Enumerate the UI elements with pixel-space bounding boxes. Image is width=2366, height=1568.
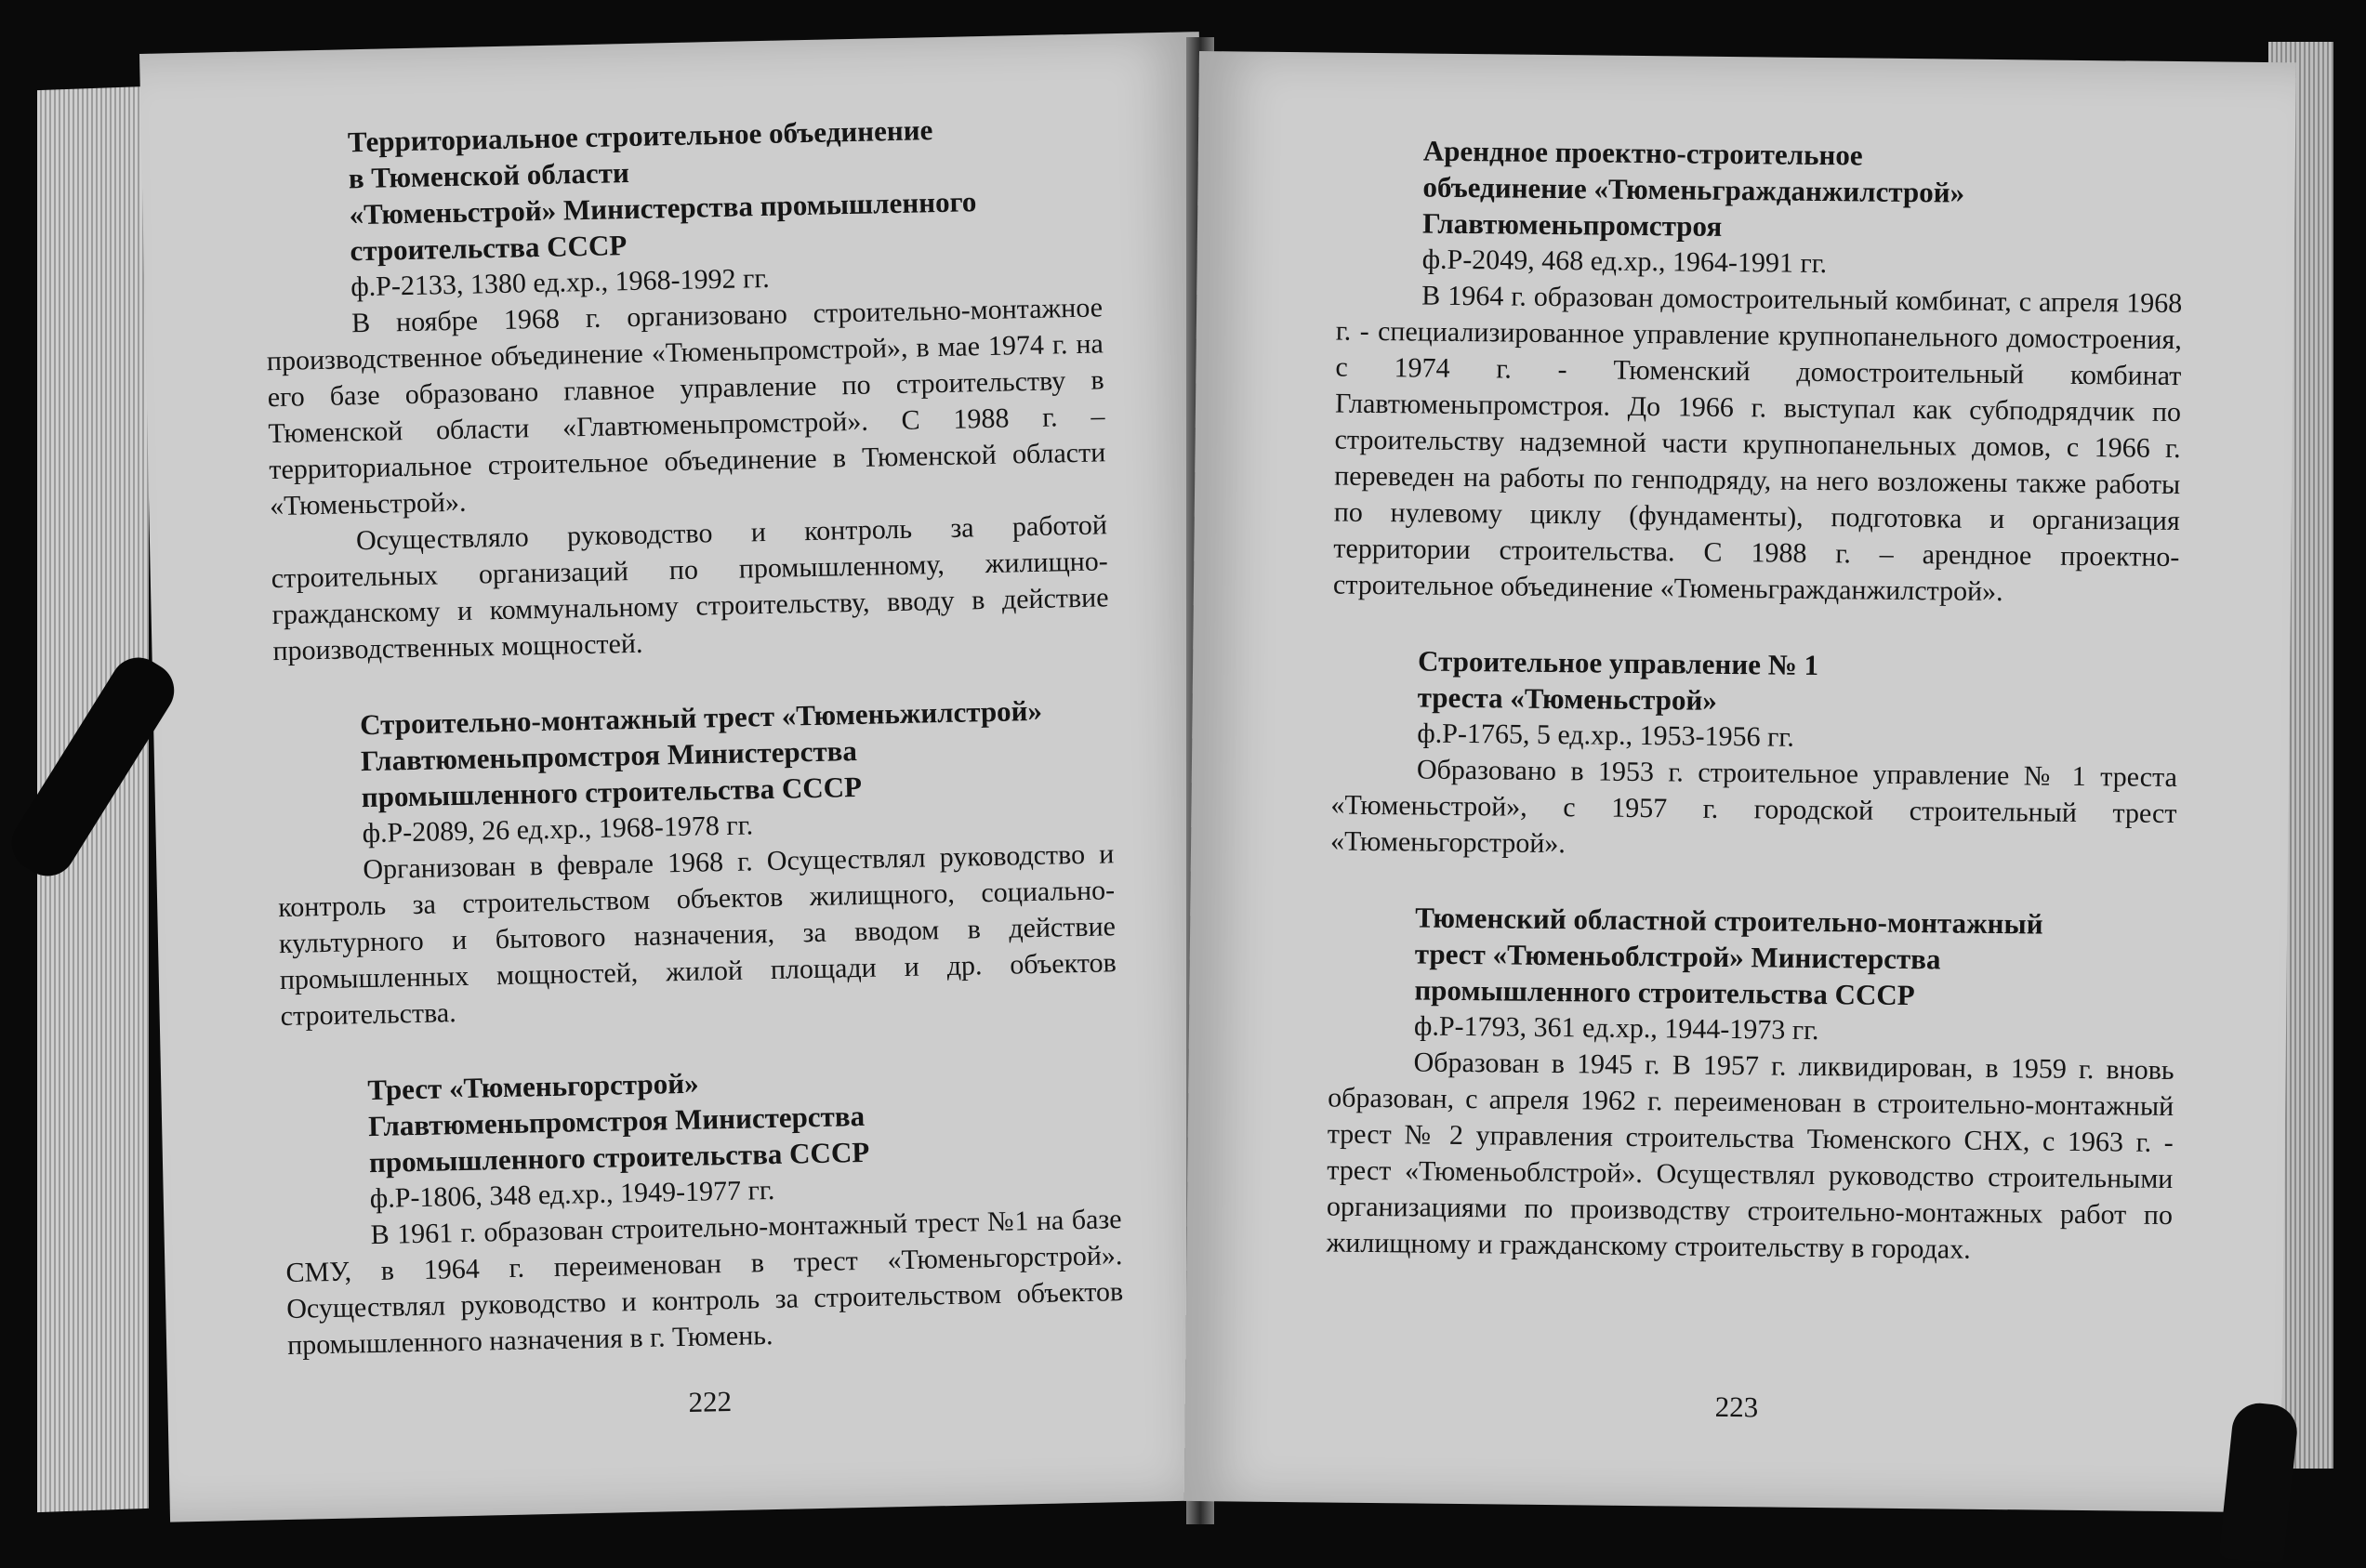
entry-su-1: [1330, 642, 2178, 869]
entry-tyumengrazhdanzhilstroy: [1333, 132, 2184, 613]
entry-paragraph: Организован в феврале 1968 г. Осуществлял руководство и контроль за строительством объектов жилищного, социально-культурного и бытового назначения, за вводом в действие промышленных мощностей, жилой площади и др. объектов строительства.: [277, 838, 1117, 1033]
entry-fond-reference: ф.Р-2089, 26 ед.хр., 1968-1978 гг.: [362, 810, 754, 850]
entry-paragraph: В 1961 г. образован строительно-монтажный трест №1 на базе СМУ, в 1964 г. переименован в трест «Тюменьгорстрой». Осуществлял руководство и контроль за строительством объектов промышленного назначения в г. Тюмень.: [285, 1204, 1124, 1361]
entry-fond-reference: ф.Р-1793, 361 ед.хр., 1944-1973 гг.: [1413, 1010, 1819, 1047]
entry-heading: Тюменский областной строительно-монтажный трест «Тюменьоблстрой» Министерства промышленного строительства СССР: [1414, 901, 2043, 1012]
entry-paragraph: Образован в 1945 г. В 1957 г. ликвидирован, в 1959 г. вновь образован, с апреля 1962 г. переименован в строительно-монтажный трест № 2 управления строительства Тюменского СНХ, с 1963 г. - трест «Тюменьоблстрой». Осуществлял руководство строительными организациями по производству строительно-монтажных работ по жилищному и гражданскому строительству в городах.: [1326, 1047, 2174, 1265]
entry-fond-reference: ф.Р-2133, 1380 ед.хр., 1968-1992 гг.: [350, 262, 771, 303]
entry-tyumenoblstroy: [1326, 899, 2175, 1271]
entry-fond-reference: ф.Р-1765, 5 ед.хр., 1953-1956 гг.: [1417, 718, 1794, 753]
entry-paragraph: Осуществляло руководство и контроль за работой строительных организаций по промышленному, жилищно-гражданскому и коммунальному строительству, вводу в действие производственных мощностей.: [271, 509, 1109, 667]
entry-heading: Территориальное строительное объединение в Тюменской области «Тюменьстрой» Министерства промышленного строительства СССР: [347, 113, 977, 268]
page-number: 223: [1714, 1390, 1759, 1424]
entry-paragraph: В 1964 г. образован домостроительный комбинат, с апреля 1968 г. - специализированное управление крупнопанельного домостроения, с 1974 г. - Тюменский домостроительный комбинат Главтюменьпромстроя. До 1966 г. выступал как субподрядчик по строительству надземной части крупнопанельных домов, с 1966 г. переведен на работы по генподряду, на него возложены также работы по нулевому циклу (фундаменты), подготовка и организация территории строительства. С 1988 г. – арендное проектно-строительное объединение «Тюменьгражданжилстрой».: [1332, 280, 2183, 608]
right-page: [1184, 51, 2296, 1512]
entry-heading: Арендное проектно-строительное объединение «Тюменьгражданжилстрой» Главтюменьпромстроя: [1421, 134, 1965, 243]
entry-heading: Строительно-монтажный трест «Тюменьжилстрой» Главтюменьпромстроя Министерства промышленного строительства СССР: [359, 693, 1043, 814]
left-page: [139, 32, 1230, 1522]
entry-paragraph: Образовано в 1953 г. строительное управление № 1 треста «Тюменьстрой», с 1957 г. городской строительный трест «Тюменьгорстрой».: [1329, 754, 2178, 860]
entry-tyumenstroy: [262, 108, 1110, 669]
page-number: 222: [688, 1384, 733, 1418]
entry-tyumenzhilstroy: [274, 691, 1117, 1034]
entry-tyumengorstroy: [282, 1056, 1124, 1364]
left-page-content: [262, 108, 1126, 1403]
entry-heading: Трест «Тюменьгорстрой» Главтюменьпромстроя Министерства промышленного строительства СССР: [367, 1066, 870, 1179]
entry-fond-reference: ф.Р-1806, 348 ед.хр., 1949-1977 гг.: [369, 1174, 775, 1215]
entry-heading: Строительное управление № 1 треста «Тюменьстрой»: [1417, 644, 1819, 717]
entry-paragraph: В ноябре 1968 г. организовано строительно-монтажное производственное объединение «Тюменьпромстрой», в мае 1974 г. на его базе образовано главное управление по строительству в Тюменской области «Главтюменьпромстрой». С 1988 г. – территориальное строительное объединение в Тюменской области «Тюменьстрой».: [266, 292, 1106, 522]
right-page-content: [1326, 132, 2184, 1309]
entry-fond-reference: ф.Р-2049, 468 ед.хр., 1964-1991 гг.: [1421, 244, 1828, 280]
